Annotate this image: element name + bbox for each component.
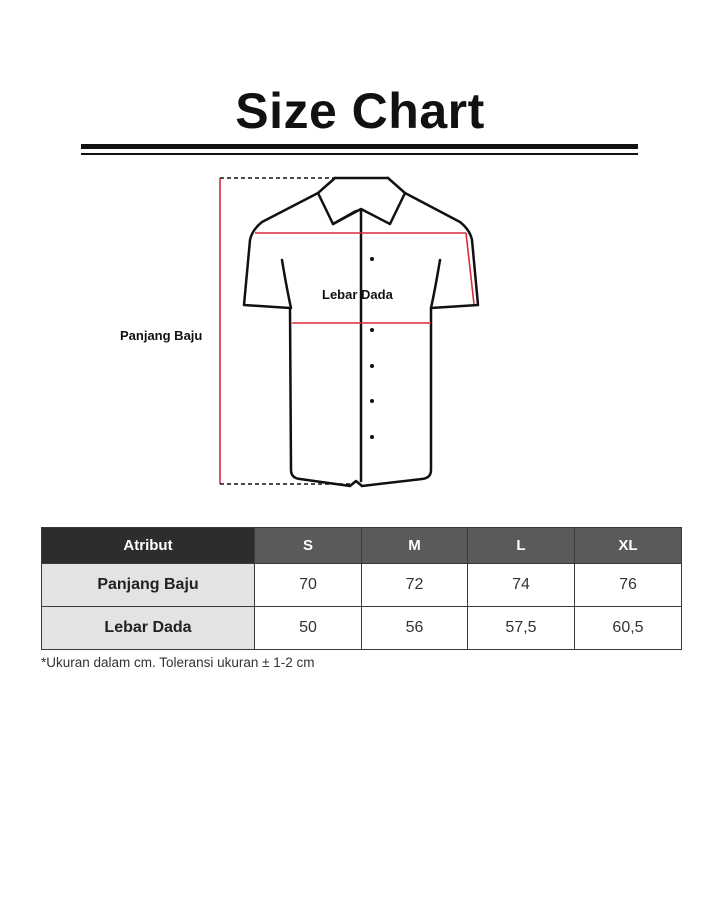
header-cell: L: [468, 528, 575, 564]
size-note: *Ukuran dalam cm. Toleransi ukuran ± 1-2 cm: [41, 655, 315, 670]
length-measure-line: [220, 178, 350, 484]
table-cell: 56: [362, 607, 468, 650]
table-cell: 72: [362, 564, 468, 607]
length-label: Panjang Baju: [120, 328, 203, 343]
row-label: Panjang Baju: [42, 564, 255, 607]
header-cell: S: [255, 528, 362, 564]
table-row: [42, 564, 682, 607]
header-cell: Atribut: [42, 528, 255, 564]
table-cell: 70: [255, 564, 362, 607]
chest-measure-lines: [255, 233, 474, 323]
shirt-diagram: [0, 170, 720, 500]
row-label: Lebar Dada: [42, 607, 255, 650]
page-title: Size Chart: [235, 83, 485, 139]
header-cell: XL: [575, 528, 682, 564]
table-cell: 76: [575, 564, 682, 607]
size-table: [41, 527, 682, 650]
chest-label: Lebar Dada: [322, 287, 393, 302]
table-header-row: [42, 528, 682, 564]
shirt-outline-icon: [244, 178, 478, 486]
table-row: [42, 607, 682, 650]
title-divider-thin: [81, 153, 638, 155]
shirt-buttons: [370, 257, 374, 439]
table-cell: 74: [468, 564, 575, 607]
title-divider-thick: [81, 144, 638, 149]
table-cell: 60,5: [575, 607, 682, 650]
header-cell: M: [362, 528, 468, 564]
table-cell: 50: [255, 607, 362, 650]
table-cell: 57,5: [468, 607, 575, 650]
